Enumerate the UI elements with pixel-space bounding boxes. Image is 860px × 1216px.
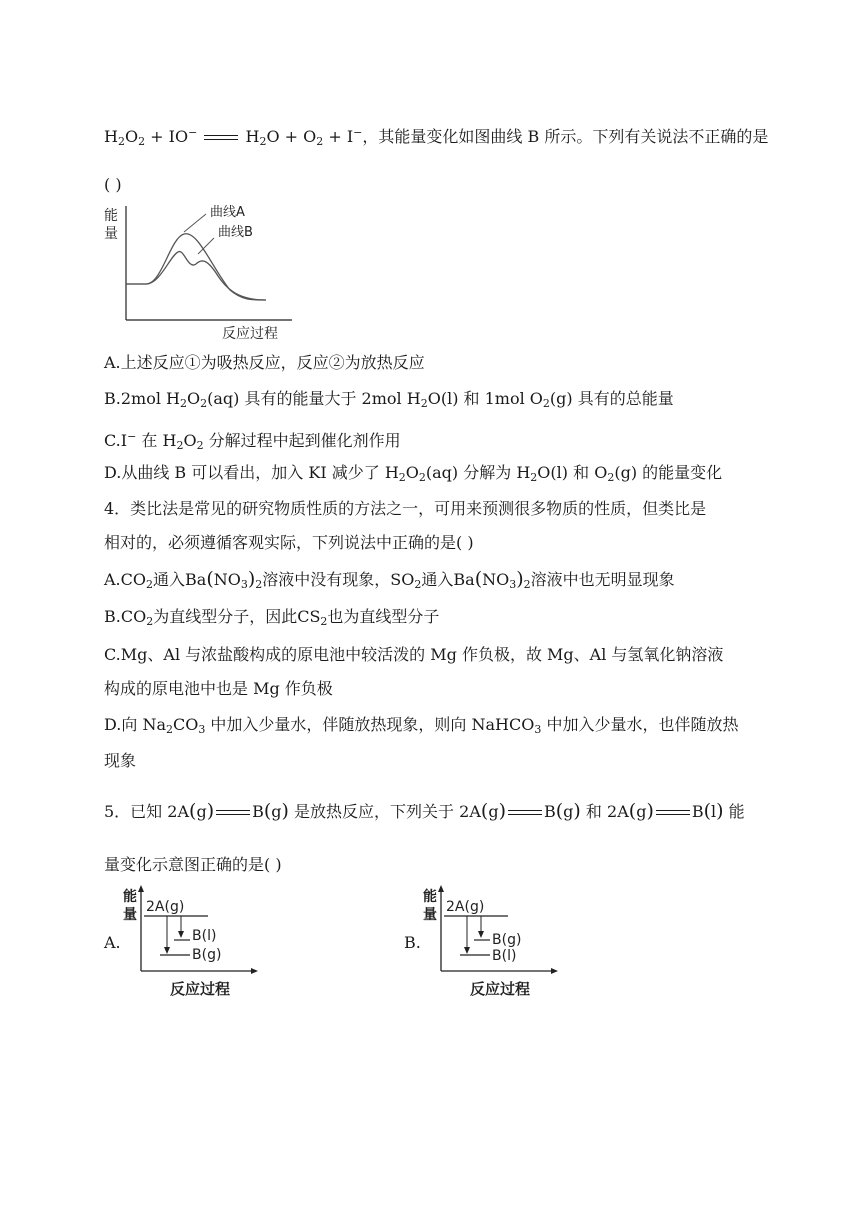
q5-figb-xlabel: 反应过程 — [470, 980, 531, 998]
q5-figa-ylabel-1: 能 — [123, 889, 137, 905]
q5-figure-a — [120, 884, 260, 1000]
q3-option-b: B.2mol $H_2O_2(aq)$ 具有的能量大于 2mol $H_2O(l)$ 和 1mol $O_2(g)$ 具有的总能量 — [104, 389, 674, 410]
q5-stem-line-2: 量变化示意图正确的是( ) — [104, 855, 282, 874]
q5-stem-line-1: 5．已知 2A(g) B(g) 是放热反应，下列关于 2A(g) B(g) 和 2A(g) B(l) 能 — [104, 800, 745, 822]
q3-equation-line: $H_2O_2 + IO^-$ $H_2O + O_2 + I^-$，其能量变化如图曲线 B 所示。下列有关说法不正确的是 — [104, 126, 769, 148]
q5-figure-b — [420, 884, 560, 1000]
q5-figb-ylabel-2: 量 — [423, 907, 437, 923]
q3-option-d: D.从曲线 B 可以看出，加入 KI 减少了 $H_2O_2(aq)$ 分解为 $H_2O(l)$ 和 $O_2(g)$ 的能量变化 — [104, 463, 723, 484]
q3-stem-tail: ，其能量变化如图曲线 B 所示。下列有关说法不正确的是 — [362, 127, 769, 146]
q5-figure-a-letter: A. — [104, 933, 121, 952]
q4-option-c-1: C.Mg、Al 与浓盐酸构成的原电池中较活泼的 Mg 作负极，故 Mg、Al 与氢氧化钠溶液 — [104, 645, 724, 664]
q5-figa-top-label: 2A(g) — [146, 899, 185, 915]
q3-ylabel-2: 量 — [104, 226, 118, 242]
q5-figb-ylabel-1: 能 — [423, 889, 437, 905]
q5-figb-top-label: 2A(g) — [446, 899, 485, 915]
q3-energy-diagram — [100, 198, 300, 348]
q3-option-c: C.I− 在 $H_2O_2$ 分解过程中起到催化剂作用 — [104, 430, 401, 452]
q3-xlabel: 反应过程 — [222, 326, 278, 342]
q5-figa-low-label: B(g) — [192, 947, 222, 963]
q3-curve-b-label: 曲线B — [218, 225, 253, 240]
q3-curve-a-label: 曲线A — [210, 205, 245, 220]
q5-figb-low-label: B(l) — [492, 948, 517, 964]
q5-figa-xlabel: 反应过程 — [170, 980, 231, 998]
q4-option-d-2: 现象 — [104, 751, 137, 770]
q3-curve-a — [126, 234, 266, 300]
q5-figb-mid-label: B(g) — [492, 932, 522, 948]
q4-stem-line-2: 相对的，必须遵循客观实际，下列说法中正确的是( ) — [104, 533, 474, 552]
q4-stem-line-1: 4．类比法是常见的研究物质性质的方法之一，可用来预测很多物质的性质，但类比是 — [104, 499, 707, 518]
q4-option-b: $B.CO_2$为直线型分子，因此$CS_2$也为直线型分子 — [104, 607, 440, 628]
q3-option-a: A.上述反应①为吸热反应，反应②为放热反应 — [104, 353, 425, 372]
q4-option-a: $A.CO_2$通入$Ba(NO_3)_2$溶液中没有现象，$SO_2$通入$Ba(NO_3)_2$溶液中也无明显现象 — [104, 568, 675, 591]
q4-option-c-2: 构成的原电池中也是 Mg 作负极 — [104, 679, 333, 698]
q4-option-d-1: D.向 $Na_2CO_3$ 中加入少量水，伴随放热现象，则向 NaHCO$_3$ 中加入少量水，也伴随放热 — [104, 715, 739, 736]
q5-figa-ylabel-2: 量 — [123, 907, 137, 923]
q5-figa-mid-label: B(l) — [192, 928, 217, 944]
q3-ylabel-1: 能 — [104, 208, 118, 224]
q3-curve-b — [126, 252, 266, 300]
q5-figure-b-letter: B. — [404, 933, 421, 952]
q3-blank: ( ) — [104, 175, 122, 194]
